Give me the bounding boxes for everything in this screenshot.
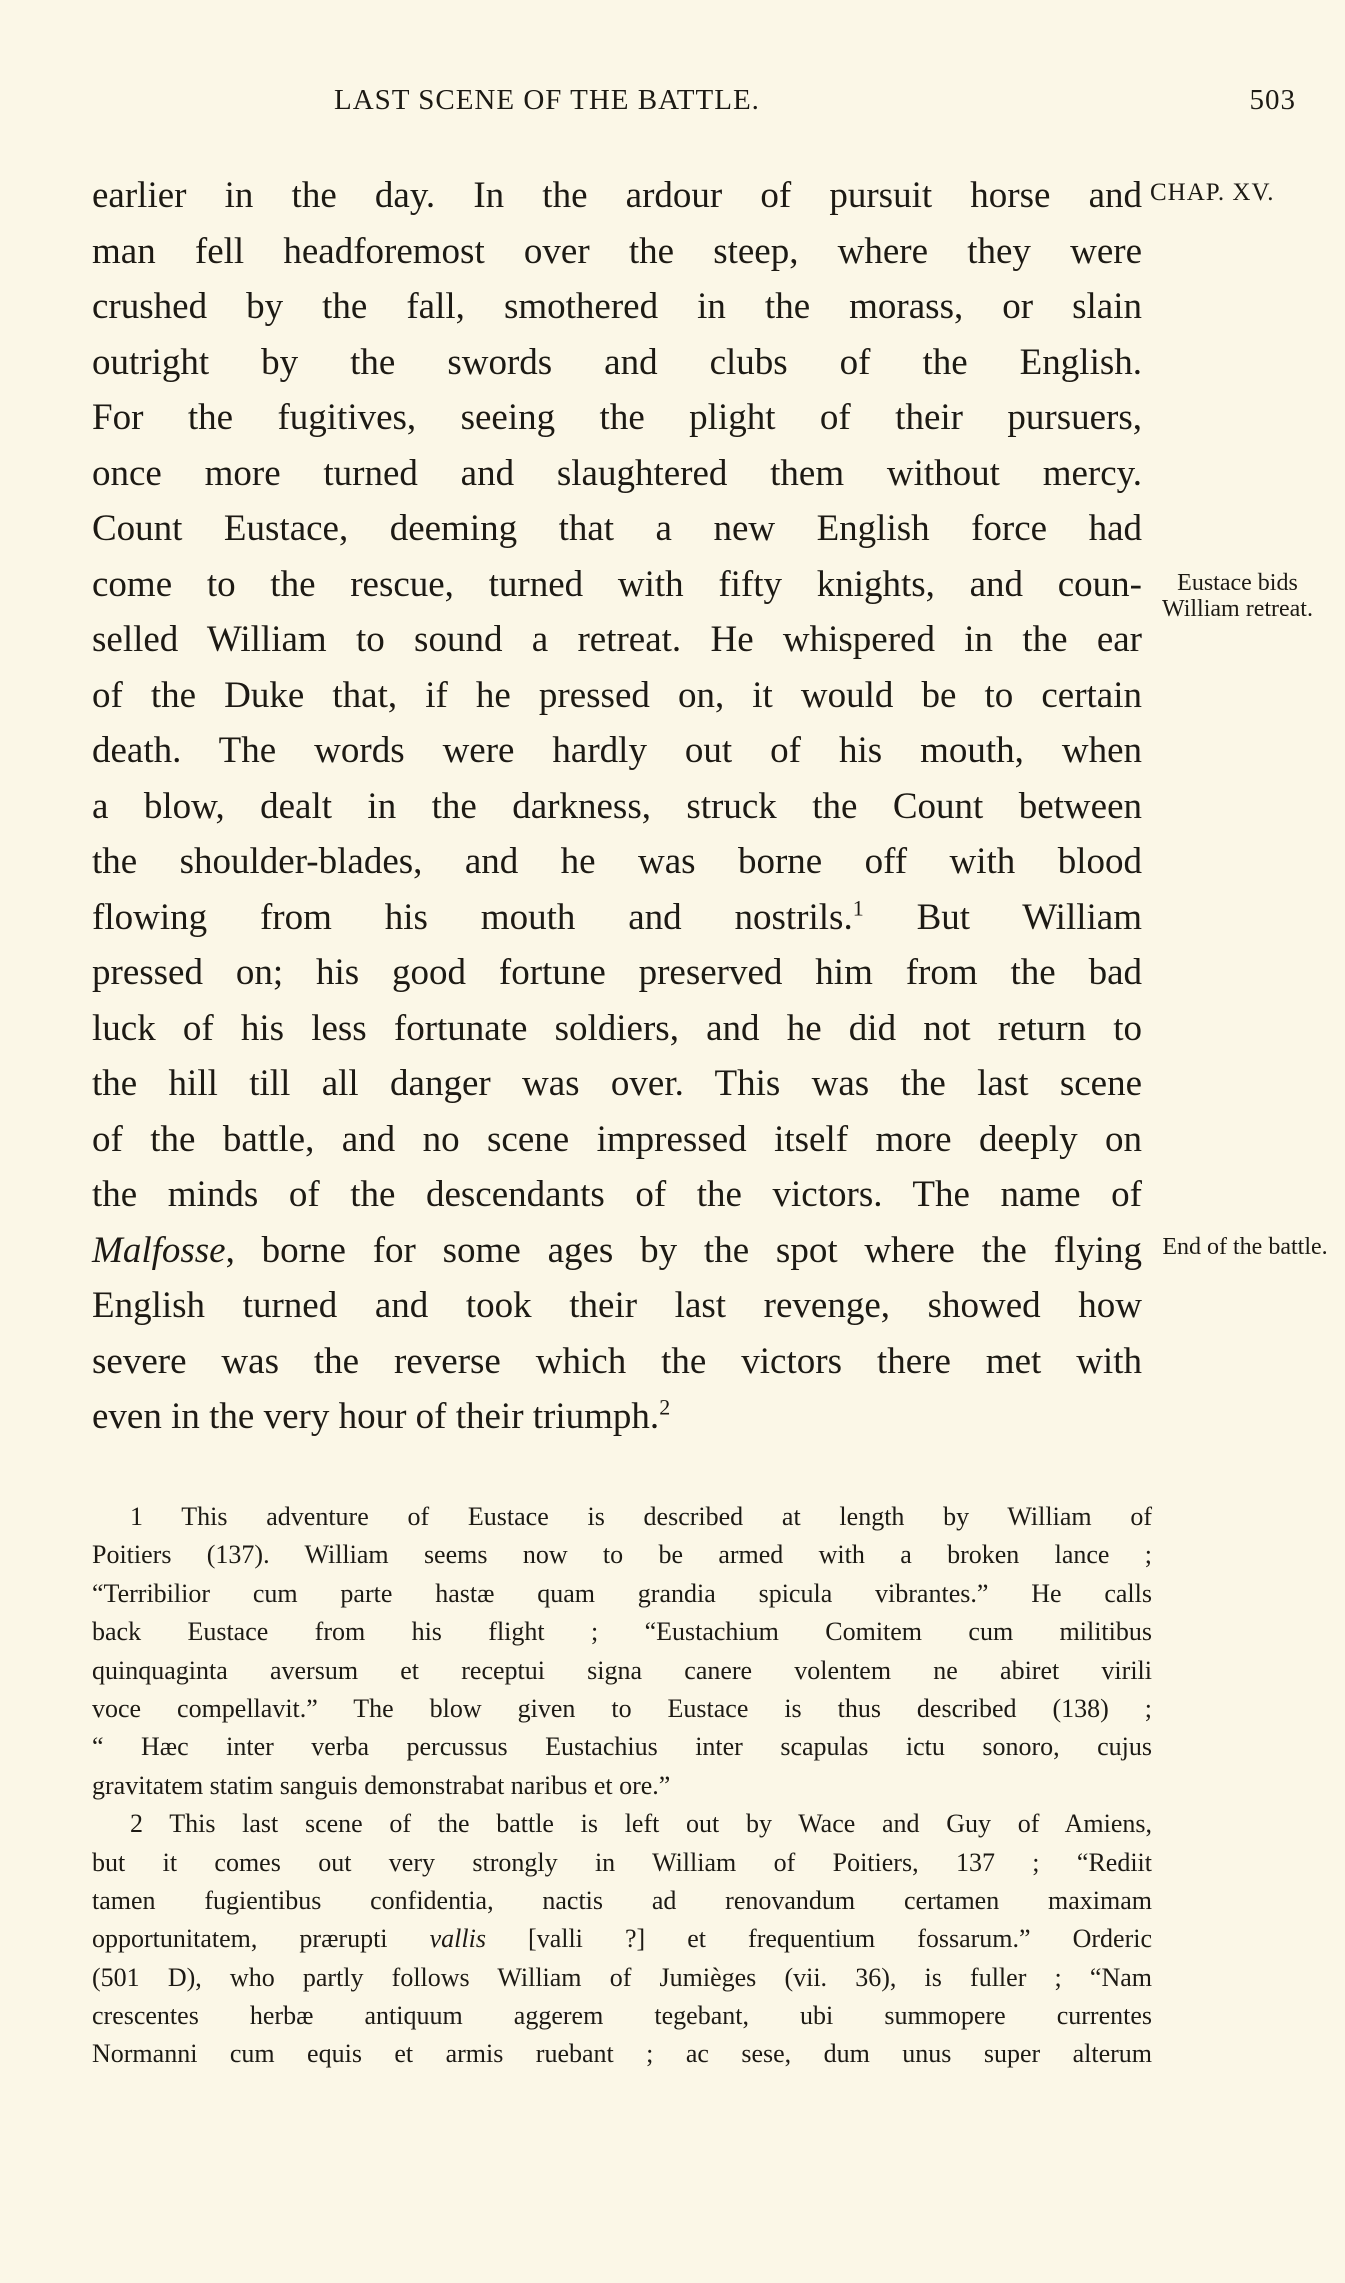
footnote-line: crescentes herbæ antiquum aggerem tegebant, ubi summopere currentes <box>92 2001 1152 2031</box>
body-text-segment: flowing from his mouth and nostrils. <box>92 896 853 938</box>
footnote-line: gravitatem statim sanguis demonstrabat naribus et ore.” <box>92 1770 671 1800</box>
footnote-segment: [valli ?] et frequentium fossarum.” Orderic <box>528 1924 1153 1954</box>
footnote-line: voce compellavit.” The blow given to Eustace is thus described (138) ; <box>92 1693 1152 1723</box>
margin-note-eustace: Eustace bids William retreat. <box>1162 570 1313 622</box>
body-line: earlier in the day. In the ardour of pursuit horse and <box>92 175 1142 216</box>
body-line: English turned and took their last revenge, showed how <box>92 1285 1142 1326</box>
body-line: the shoulder-blades, and he was borne off with blood <box>92 841 1142 882</box>
footnote-line: but it comes out very strongly in William of Poitiers, 137 ; “Rediit <box>92 1847 1152 1877</box>
footnote-ref-2: 2 <box>659 1394 671 1420</box>
footnote-line: Poitiers (137). William seems now to be armed with a broken lance ; <box>92 1540 1152 1570</box>
footnote-line-with-italic <box>92 1920 1152 1958</box>
footnote-line: tamen fugientibus confidentia, nactis ad renovandum certamen maximam <box>92 1885 1152 1915</box>
body-line: selled William to sound a retreat. He whispered in the ear <box>92 619 1142 660</box>
body-line-malfosse <box>92 1223 1142 1279</box>
body-line: a blow, dealt in the darkness, struck the Count between <box>92 785 1142 827</box>
footnotes <box>92 1498 1152 2074</box>
footnote-line: 2 This last scene of the battle is left out by Wace and Guy of Amiens, <box>130 1809 1152 1839</box>
body-text-segment: even in the very hour of their triumph. <box>92 1396 660 1437</box>
body-line: once more turned and slaughtered them without mercy. <box>92 452 1142 494</box>
body-line: Count Eustace, deeming that a new English force had <box>92 508 1142 549</box>
body-line: pressed on; his good fortune preserved him from the bad <box>92 952 1142 993</box>
body-line-last <box>92 1389 1142 1445</box>
italic-term: Malfosse <box>92 1229 226 1271</box>
body-text-segment: But William <box>916 896 1142 938</box>
footnote-line: “Terribilior cum parte hastæ quam grandia spicula vibrantes.” He calls <box>92 1578 1152 1608</box>
running-head <box>96 84 1296 124</box>
page-number: 503 <box>1249 84 1296 116</box>
body-line: the hill till all danger was over. This was the last scene <box>92 1063 1142 1104</box>
footnote-line: “ Hæc inter verba percussus Eustachius inter scapulas ictu sonoro, cujus <box>92 1732 1152 1762</box>
margin-note-end: End of the battle. <box>1162 1234 1328 1260</box>
running-title: LAST SCENE OF THE BATTLE. <box>334 84 760 116</box>
body-line: come to the rescue, turned with fifty knights, and coun- <box>92 563 1142 605</box>
footnote-segment: opportunitatem, prærupti <box>92 1924 388 1954</box>
body-line: crushed by the fall, smothered in the morass, or slain <box>92 286 1142 327</box>
footnote-line: 1 This adventure of Eustace is described at length by William of <box>130 1502 1152 1531</box>
footnote-line: Normanni cum equis et armis ruebant ; ac sese, dum unus super alterum <box>92 2039 1152 2069</box>
body-line: the minds of the descendants of the victors. The name of <box>92 1174 1142 1215</box>
body-line: man fell headforemost over the steep, where they were <box>92 230 1142 272</box>
body-line-with-note <box>92 890 1142 946</box>
body-line: death. The words were hardly out of his mouth, when <box>92 730 1142 771</box>
body-text-segment: , borne for some ages by the spot where the flying <box>225 1229 1142 1271</box>
body-line: of the battle, and no scene impressed itself more deeply on <box>92 1118 1142 1160</box>
body-line: outright by the swords and clubs of the English. <box>92 341 1142 383</box>
footnote-line: back Eustace from his flight ; “Eustachium Comitem cum militibus <box>92 1617 1152 1647</box>
footnote-ref-1: 1 <box>852 895 864 921</box>
margin-note-chapter: CHAP. XV. <box>1150 179 1275 206</box>
body-line: of the Duke that, if he pressed on, it would be to certain <box>92 674 1142 716</box>
footnote-line: (501 D), who partly follows William of Jumièges (vii. 36), is fuller ; “Nam <box>92 1962 1152 1992</box>
italic-term: vallis <box>429 1924 486 1954</box>
body-line: severe was the reverse which the victors there met with <box>92 1340 1142 1382</box>
footnote-line: quinquaginta aversum et receptui signa canere volentem ne abiret virili <box>92 1655 1152 1685</box>
body-line: For the fugitives, seeing the plight of their pursuers, <box>92 397 1142 438</box>
body-text <box>92 168 1142 1445</box>
body-line: luck of his less fortunate soldiers, and he did not return to <box>92 1007 1142 1049</box>
